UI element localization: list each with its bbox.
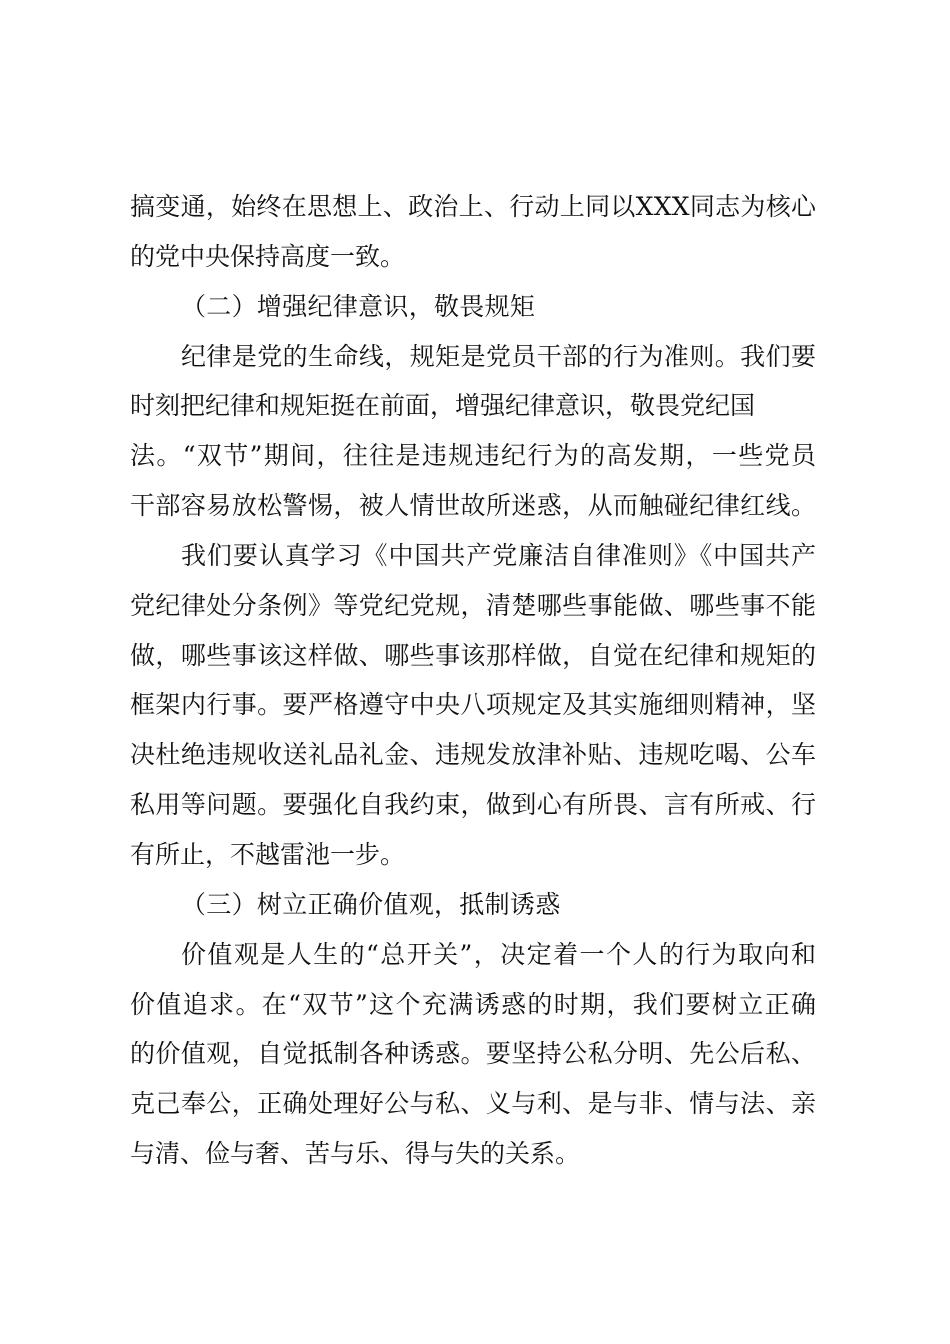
text-line <box>130 680 816 730</box>
text-line <box>130 232 816 282</box>
section-heading <box>130 880 816 930</box>
line-text: 时刻把纪律和规矩挺在前面，增强纪律意识，敬畏党纪国 <box>130 391 756 421</box>
paragraph <box>130 930 816 1179</box>
line-text: 私用等问题。要强化自我约束，做到心有所畏、言有所戒、行 <box>130 790 817 820</box>
section-3 <box>130 880 816 1179</box>
line-text: 价值追求。在“双节”这个充满诱惑的时期，我们要树立正确 <box>130 989 818 1019</box>
document-body <box>130 182 816 1179</box>
line-text: 法。“双节”期间，往往是违规违纪行为的高发期，一些党员 <box>130 441 818 471</box>
section-heading <box>130 282 816 332</box>
text-line <box>130 930 816 980</box>
text-line <box>130 631 816 681</box>
line-text: 的党中央保持高度一致。 <box>130 241 406 271</box>
text-line <box>130 730 816 780</box>
text-line <box>130 332 816 382</box>
text-line <box>130 431 816 481</box>
text-line <box>130 780 816 830</box>
text-line <box>130 381 816 431</box>
line-text: 克己奉公，正确处理好公与私、义与利、是与非、情与法、亲 <box>130 1089 817 1119</box>
line-text: 决杜绝违规收送礼品礼金、违规发放津补贴、违规吃喝、公车 <box>130 740 817 770</box>
heading-text: （三）树立正确价值观，抵制诱惑 <box>181 889 561 919</box>
heading-text: （二）增强纪律意识，敬畏规矩 <box>181 291 536 321</box>
text-line <box>130 1079 816 1129</box>
line-text: 与清、俭与奢、苦与乐、得与失的关系。 <box>130 1139 581 1169</box>
paragraph <box>130 531 816 880</box>
line-text: 有所止，不越雷池一步。 <box>130 839 406 869</box>
paragraph <box>130 332 816 531</box>
line-text: 干部容易放松警惕，被人情世故所迷惑，从而触碰纪律红线。 <box>130 491 817 521</box>
line-text: 党纪律处分条例》等党纪党规，清楚哪些事能做、哪些事不能 <box>130 590 817 620</box>
line-text: 纪律是党的生命线，规矩是党员干部的行为准则。我们要 <box>181 341 817 371</box>
text-line <box>130 980 816 1030</box>
text-line <box>130 182 816 232</box>
text-line <box>130 1129 816 1179</box>
section-2 <box>130 282 816 880</box>
text-line <box>130 481 816 531</box>
line-text: 的价值观，自觉抵制各种诱惑。要坚持公私分明、先公后私、 <box>130 1039 817 1069</box>
line-text: 框架内行事。要严格遵守中央八项规定及其实施细则精神，坚 <box>130 690 817 720</box>
text-line <box>130 581 816 631</box>
intro-paragraph <box>130 182 816 282</box>
line-text: 做，哪些事该这样做、哪些事该那样做，自觉在纪律和规矩的 <box>130 640 817 670</box>
text-line <box>130 830 816 880</box>
line-text: 我们要认真学习《中国共产党廉洁自律准则》《中国共产 <box>181 540 817 570</box>
line-text: 价值观是人生的“总开关”，决定着一个人的行为取向和 <box>181 939 818 969</box>
text-line <box>130 531 816 581</box>
text-line <box>130 1029 816 1079</box>
line-text: 搞变通，始终在思想上、政治上、行动上同以XXX同志为核心 <box>130 192 817 221</box>
